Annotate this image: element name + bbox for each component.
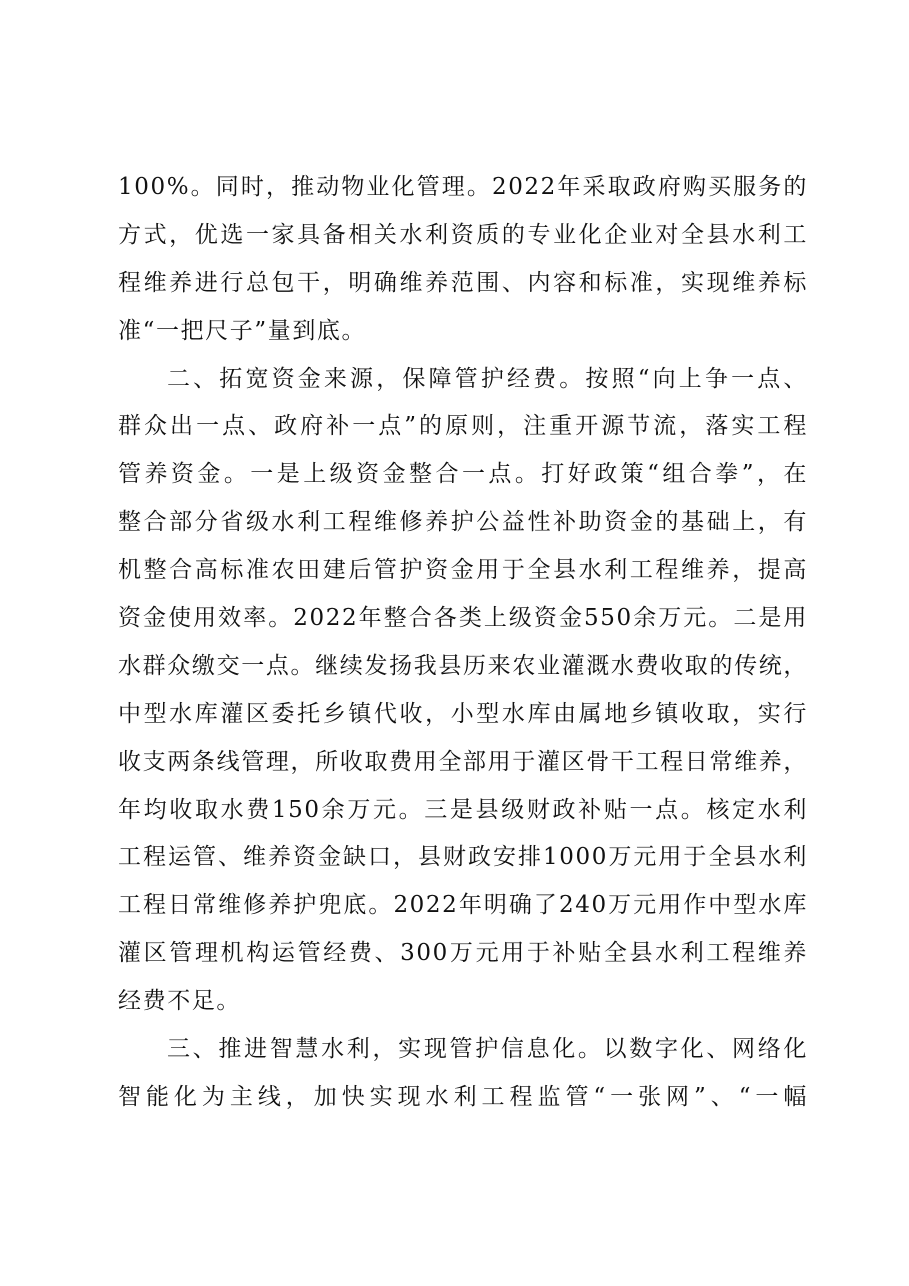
text-line: 工程日常维修养护兜底。2022年明确了240万元用作中型水库 xyxy=(118,892,808,919)
text-line: 智能化为主线，加快实现水利工程监管“一张网”、“一幅 xyxy=(118,1083,808,1110)
text-line: 年均收取水费150余万元。三是县级财政补贴一点。核定水利 xyxy=(118,796,808,823)
text-line: 准“一把尺子”量到底。 xyxy=(118,317,367,344)
section-heading-line: 二、拓宽资金来源，保障管护经费。按照“向上争一点、 xyxy=(167,365,808,392)
text-line: 程维养进行总包干，明确维养范围、内容和标准，实现维养标 xyxy=(118,269,808,296)
text-line: 中型水库灌区委托乡镇代收，小型水库由属地乡镇收取，实行 xyxy=(118,700,808,727)
text-line: 机整合高标准农田建后管护资金用于全县水利工程维养，提高 xyxy=(118,557,808,584)
section-heading-line: 三、推进智慧水利，实现管护信息化。以数字化、网络化 xyxy=(167,1036,808,1063)
text-line: 资金使用效率。2022年整合各类上级资金550余万元。二是用 xyxy=(118,605,808,632)
text-line: 方式，优选一家具备相关水利资质的专业化企业对全县水利工 xyxy=(118,221,808,248)
text-line: 收支两条线管理，所收取费用全部用于灌区骨干工程日常维养， xyxy=(118,748,808,775)
text-line: 经费不足。 xyxy=(118,988,241,1015)
document-body xyxy=(118,164,808,1122)
text-line: 灌区管理机构运管经费、300万元用于补贴全县水利工程维养 xyxy=(118,940,808,967)
text-line: 管养资金。一是上级资金整合一点。打好政策“组合拳”，在 xyxy=(118,461,808,488)
text-line: 水群众缴交一点。继续发扬我县历来农业灌溉水费收取的传统， xyxy=(118,652,808,679)
text-line: 100%。同时，推动物业化管理。2022年采取政府购买服务的 xyxy=(118,174,808,200)
text-line: 群众出一点、政府补一点”的原则，注重开源节流，落实工程 xyxy=(118,413,808,440)
text-line: 工程运管、维养资金缺口，县财政安排1000万元用于全县水利 xyxy=(118,844,808,871)
text-line: 整合部分省级水利工程维修养护公益性补助资金的基础上，有 xyxy=(118,509,808,536)
